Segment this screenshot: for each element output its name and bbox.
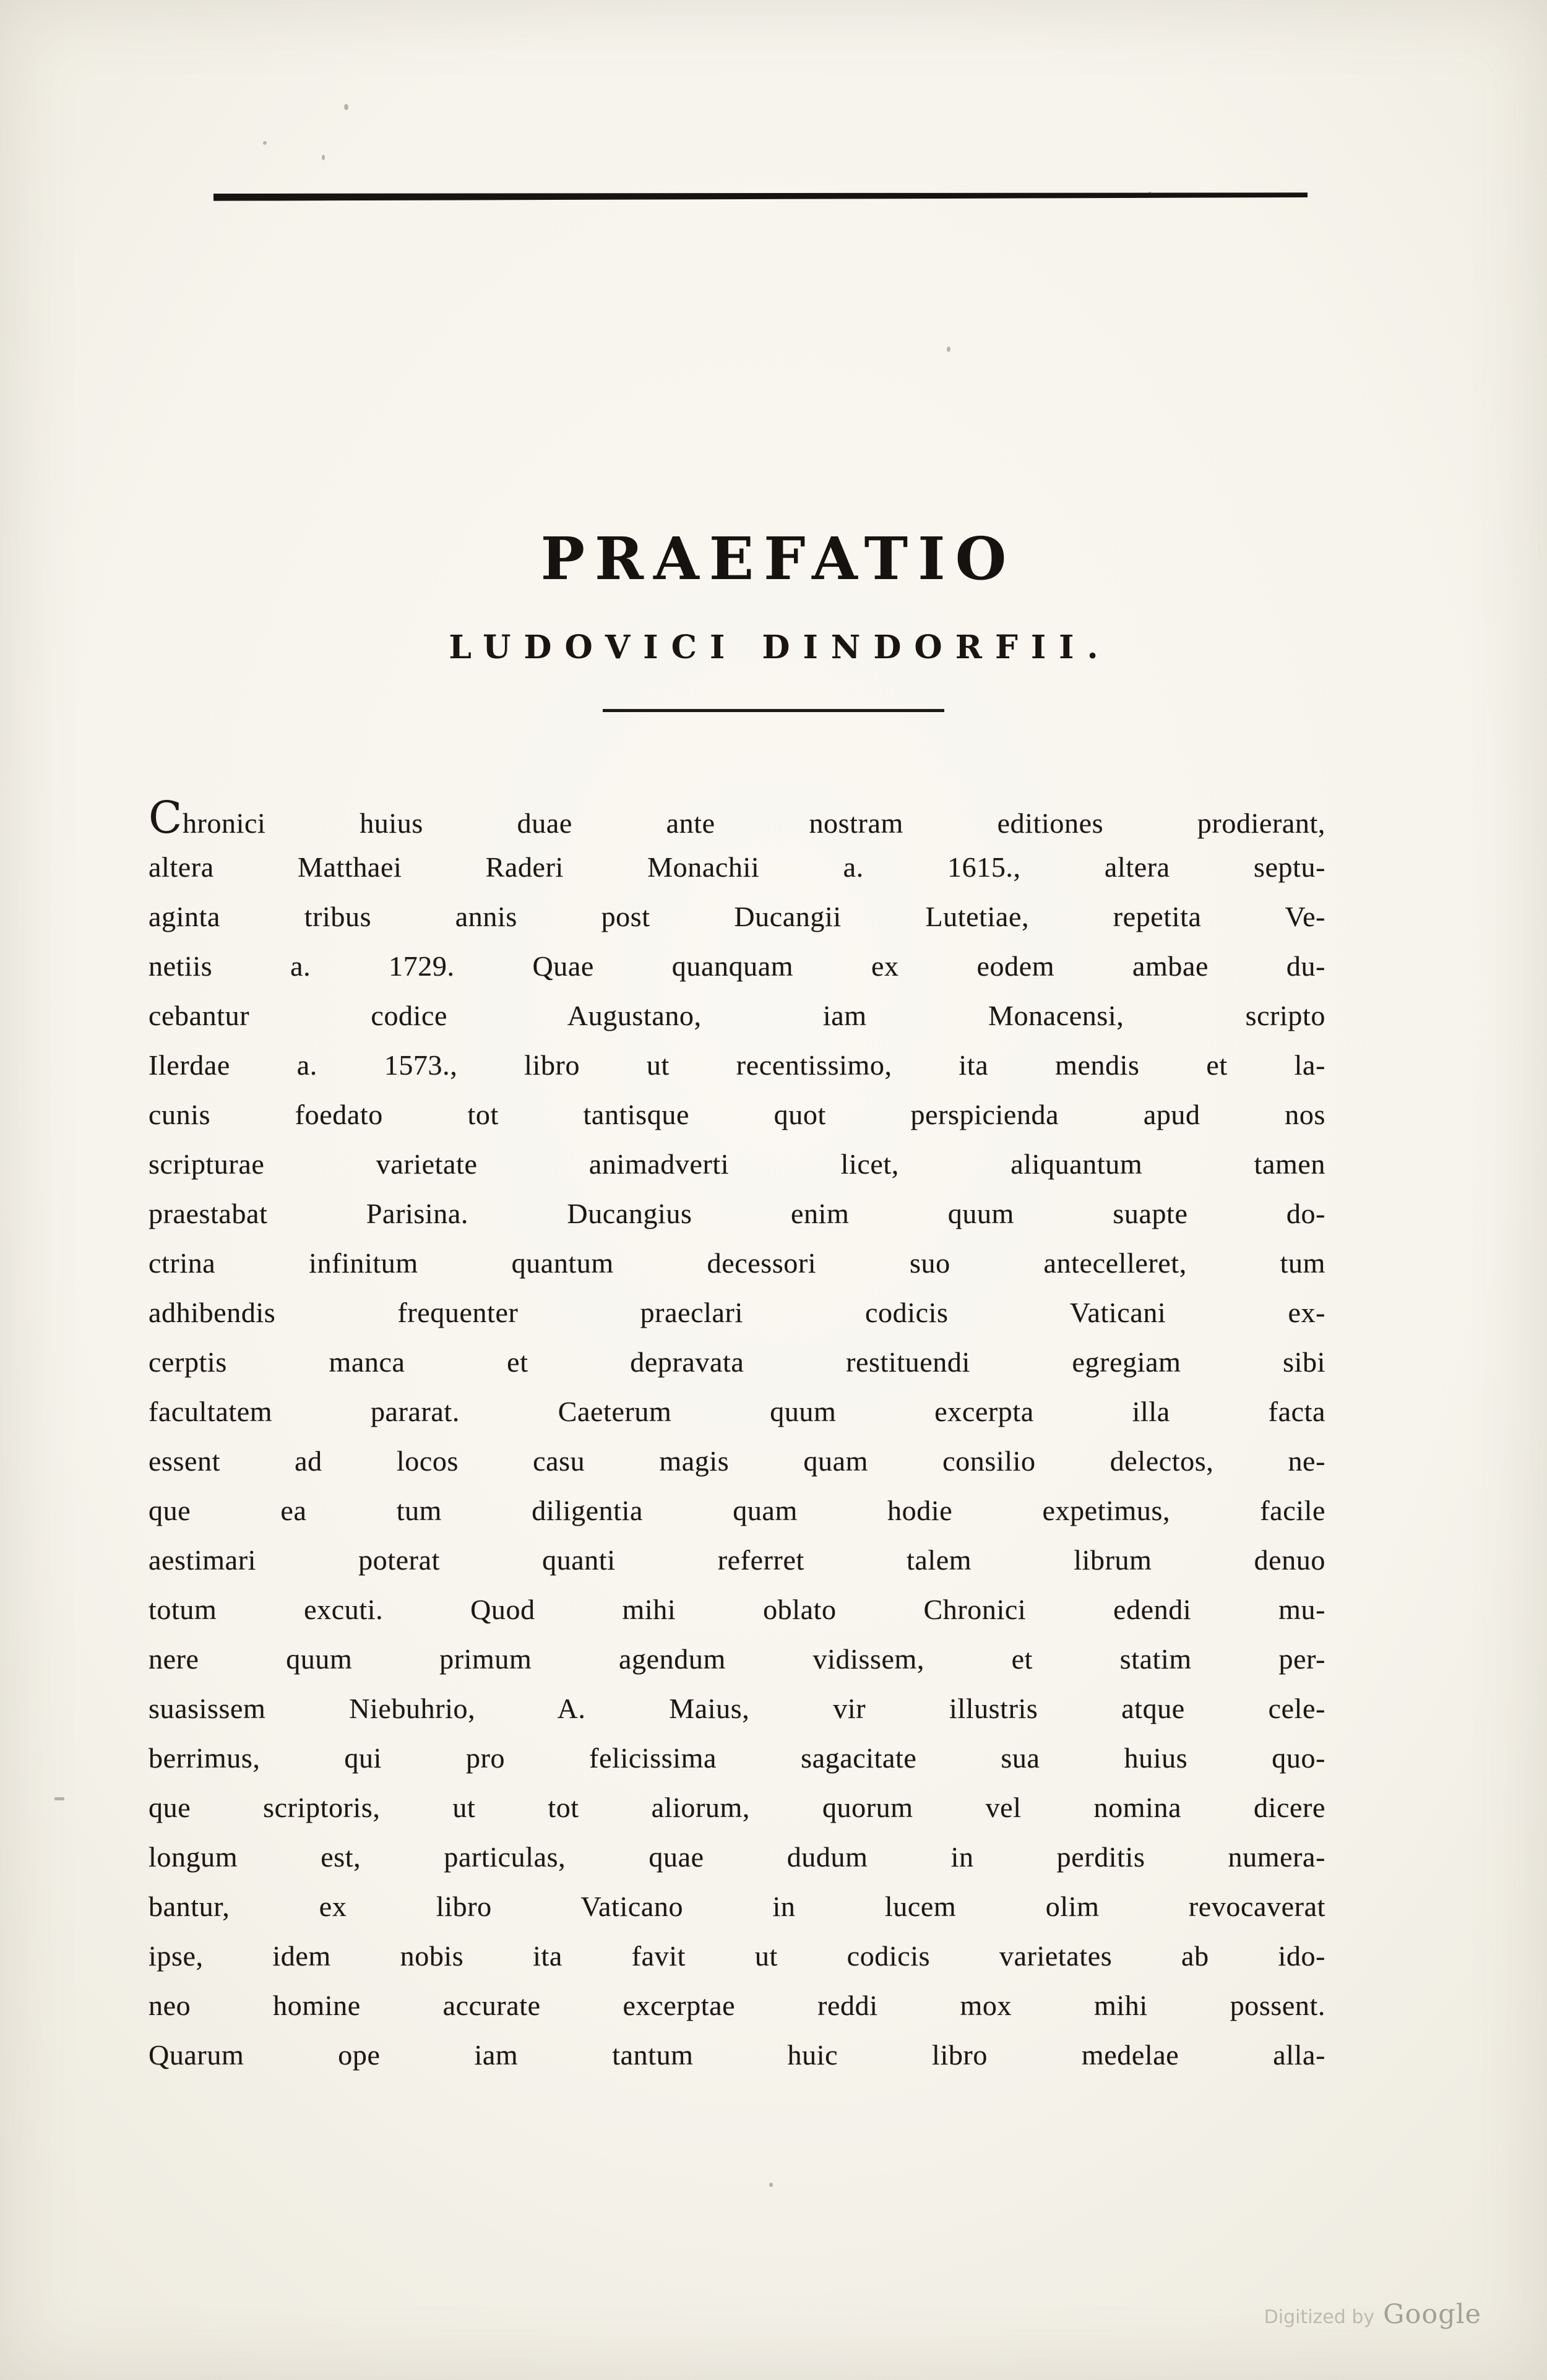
scan-speck [1148, 192, 1152, 195]
body-line: suasissem Niebuhrio, A. Maius, vir illustris atque cele- [149, 1693, 1325, 1724]
google-logo: Google [1383, 2299, 1481, 2330]
body-line: Quarum ope iam tantum huic libro medelae alla- [149, 2039, 1325, 2071]
body-line: ctrina infinitum quantum decessori suo antecelleret, tum [149, 1247, 1325, 1279]
scan-speck [947, 346, 950, 352]
body-line: cerptis manca et depravata restituendi egregiam sibi [149, 1346, 1325, 1378]
body-line: totum excuti. Quod mihi oblato Chronici edendi mu- [149, 1594, 1325, 1625]
body-line: scripturae varietate animadverti licet, aliquantum tamen [149, 1148, 1325, 1180]
scan-speck [344, 104, 348, 110]
body-line: neo homine accurate excerptae reddi mox mihi possent. [149, 1990, 1325, 2021]
scan-speck [54, 1797, 64, 1800]
body-line: altera Matthaei Raderi Monachii a. 1615., altera septu- [149, 851, 1325, 883]
body-line: que scriptoris, ut tot aliorum, quorum vel nomina dicere [149, 1792, 1325, 1823]
body-line-text: hronici huius duae ante nostram editiones prodierant, [182, 807, 1325, 839]
body-line: facultatem pararat. Caeterum quum excerpta illa facta [149, 1396, 1325, 1427]
scan-speck [263, 141, 267, 145]
body-line: aestimari poterat quanti referret talem librum denuo [149, 1544, 1325, 1576]
body-line: aginta tribus annis post Ducangii Lutetiae, repetita Ve- [149, 901, 1325, 932]
watermark [1264, 2299, 1481, 2330]
body-line: essent ad locos casu magis quam consilio delectos, ne- [149, 1445, 1325, 1477]
top-rule [213, 191, 1308, 201]
scan-speck [769, 2183, 773, 2187]
body-line: berrimus, qui pro felicissima sagacitate sua huius quo- [149, 1742, 1325, 1774]
scan-speck [322, 155, 325, 160]
body-line: netiis a. 1729. Quae quanquam ex eodem ambae du- [149, 950, 1325, 982]
body-line: nere quum primum agendum vidissem, et statim per- [149, 1643, 1325, 1675]
body-line: bantur, ex libro Vaticano in lucem olim revocaverat [149, 1891, 1325, 1922]
body-line: ipse, idem nobis ita favit ut codicis varietates ab ido- [149, 1940, 1325, 1972]
body-line: adhibendis frequenter praeclari codicis Vaticani ex- [149, 1297, 1325, 1328]
page-subtitle: LUDOVICI DINDORFII. [449, 629, 1111, 666]
body-line: Ilerdae a. 1573., libro ut recentissimo, ita mendis et la- [149, 1049, 1325, 1081]
body-line: cunis foedato tot tantisque quot perspicienda apud nos [149, 1099, 1325, 1130]
body-line: que ea tum diligentia quam hodie expetimus, facile [149, 1495, 1325, 1526]
body-line: praestabat Parisina. Ducangius enim quum suapte do- [149, 1198, 1325, 1229]
body-line [149, 793, 1325, 843]
page-title: PRAEFATIO [540, 525, 1017, 593]
subtitle-divider [603, 709, 944, 712]
body-line: longum est, particulas, quae dudum in perditis numera- [149, 1841, 1325, 1873]
body-line: cebantur codice Augustano, iam Monacensi, scripto [149, 1000, 1325, 1031]
drop-cap: C [149, 792, 183, 843]
preface-text [149, 793, 1325, 2080]
watermark-text: Digitized by [1264, 2306, 1375, 2328]
